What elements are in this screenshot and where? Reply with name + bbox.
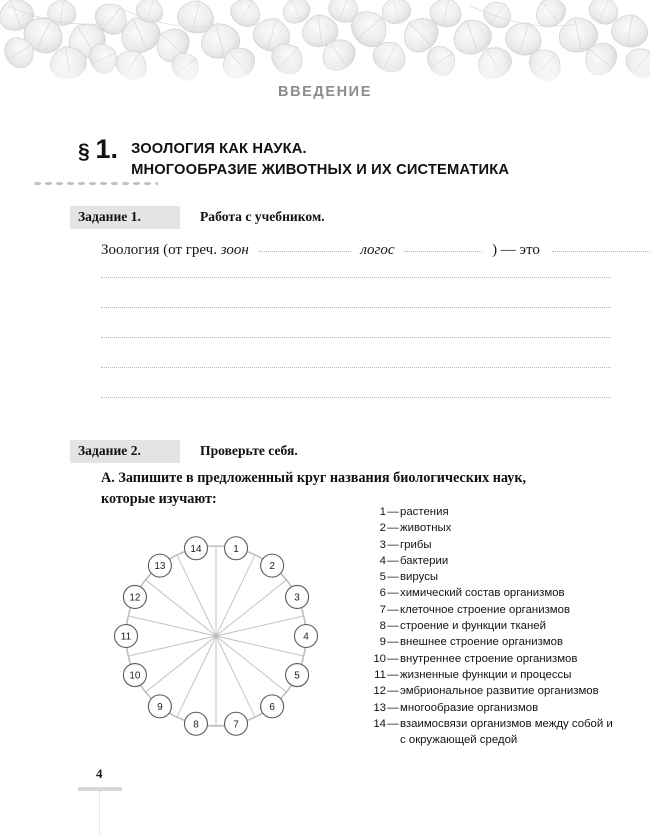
task-1-answer-line[interactable] — [101, 277, 611, 278]
wheel-sector-badge-label: 14 — [190, 543, 202, 555]
legend-item — [366, 520, 616, 536]
legend-item — [366, 602, 616, 618]
legend-item-dash: — — [387, 652, 399, 665]
section-label: ВВЕДЕНИЕ — [278, 84, 372, 100]
legend-item — [366, 585, 616, 601]
wheel-sector-badge-label: 10 — [129, 670, 141, 682]
wheel-sector-badge-label: 13 — [154, 561, 166, 573]
legend-item-text: растения — [400, 506, 449, 518]
wheel-sector-badge[interactable] — [123, 585, 146, 608]
legend-item-dash: — — [387, 538, 399, 551]
wheel-sector-badge-label: 6 — [269, 701, 275, 713]
legend-item-dash: — — [387, 701, 399, 714]
task-2-chip: Задание 2. — [70, 440, 180, 463]
legend-item-dash: — — [387, 685, 399, 698]
task-1-greek-word-1: зоон — [220, 242, 249, 258]
paragraph-title — [131, 134, 509, 181]
legend-item-text: внутреннее строение организмов — [400, 652, 578, 665]
legend-item-dash: — — [387, 587, 399, 600]
legend-item-number: 12 — [373, 685, 386, 698]
legend-item-text: жизненные функции и процессы — [400, 668, 572, 681]
legend-item-text: бактерии — [400, 554, 449, 567]
legend-item-text: клеточное строение организмов — [400, 603, 571, 616]
legend-item — [366, 618, 616, 634]
task-1-answer-line[interactable] — [101, 307, 611, 308]
paragraph-sign-glyph: § — [78, 140, 90, 163]
wheel-sector-badge[interactable] — [184, 712, 207, 735]
footer-tick-line — [99, 791, 100, 835]
task-1-answer-line[interactable] — [101, 367, 611, 368]
wheel-sector-badge[interactable] — [286, 585, 309, 608]
legend-item-text: эмбриональное развитие организмов — [400, 685, 599, 698]
task-1-answer-line[interactable] — [101, 337, 611, 338]
wheel-sector-badge-label: 4 — [303, 631, 309, 643]
legend-item-number: 14 — [373, 717, 386, 730]
wheel-sector-badge[interactable] — [184, 537, 207, 560]
task-1-inline-blank-1[interactable] — [259, 240, 351, 252]
legend-item-dash: — — [387, 636, 399, 649]
legend-item-text: химический состав организмов — [400, 587, 565, 600]
task-1-sentence-part-1: Зоология (от греч. — [101, 242, 217, 258]
page-number: 4 — [96, 766, 103, 781]
task-1-greek-word-2: логос — [360, 242, 395, 258]
legend-item-number: 8 — [379, 620, 386, 633]
wheel-sector-badge[interactable] — [225, 537, 248, 560]
task-2-name: Проверьте себя. — [200, 443, 298, 458]
wheel-sector-badge[interactable] — [261, 695, 284, 718]
legend-item-text: внешнее строение организмов — [400, 636, 564, 649]
legend-item-dash: — — [387, 668, 399, 681]
legend-item-number: 9 — [379, 636, 386, 649]
legend-item-dash: — — [387, 620, 399, 633]
legend-item-number: 1 — [379, 506, 386, 518]
legend-item — [366, 537, 616, 553]
legend-item — [366, 569, 616, 585]
leaf-decoration-banner — [0, 0, 650, 86]
wheel-sector-badge[interactable] — [123, 664, 146, 687]
footer-bar — [78, 787, 122, 791]
legend-item — [366, 651, 616, 667]
paragraph-heading — [78, 134, 618, 181]
task-1-inline-blank-2[interactable] — [404, 240, 482, 252]
task-2-prompt — [101, 468, 601, 509]
legend-item — [366, 683, 616, 699]
legend-item-number: 3 — [379, 538, 386, 551]
legend-item-text: животных — [400, 522, 452, 535]
decorative-dot-rule — [32, 181, 158, 186]
legend-item — [366, 700, 616, 716]
wheel-sector-badge-label: 1 — [233, 543, 239, 555]
legend-item-number: 5 — [379, 571, 386, 584]
legend-item-dash: — — [387, 571, 399, 584]
wheel-legend-list — [366, 504, 616, 748]
task-2-header — [70, 440, 298, 463]
biology-sciences-wheel[interactable] — [110, 530, 322, 742]
legend-item — [366, 504, 616, 520]
wheel-sector-badge-label: 11 — [120, 631, 132, 643]
task-1-sentence — [101, 240, 601, 258]
wheel-sector-badge[interactable] — [115, 625, 138, 648]
wheel-sector-badge[interactable] — [148, 695, 171, 718]
legend-item — [366, 667, 616, 683]
wheel-sector-badge[interactable] — [286, 664, 309, 687]
wheel-sector-badge-label: 3 — [294, 592, 300, 604]
task-2-prompt-line-1: А. Запишите в предложенный круг названия биологических наук, — [101, 470, 527, 486]
legend-item-number: 7 — [379, 603, 386, 616]
legend-item-text: грибы — [400, 538, 432, 551]
wheel-sector-badge-label: 5 — [294, 670, 300, 682]
legend-item-number: 11 — [374, 668, 386, 681]
task-1-chip: Задание 1. — [70, 206, 180, 229]
paragraph-title-line-1: ЗООЛОГИЯ КАК НАУКА. — [131, 141, 307, 157]
wheel-sector-badge[interactable] — [225, 712, 248, 735]
legend-item-dash: — — [387, 506, 399, 518]
paragraph-title-line-2: МНОГООБРАЗИЕ ЖИВОТНЫХ И ИХ СИСТЕМАТИКА — [131, 161, 510, 178]
legend-item — [366, 634, 616, 650]
wheel-sector-badge[interactable] — [261, 554, 284, 577]
legend-item-number: 13 — [373, 701, 386, 714]
legend-item-number: 4 — [379, 554, 386, 567]
task-1-name: Работа с учебником. — [200, 209, 325, 224]
wheel-sector-badge[interactable] — [295, 625, 318, 648]
legend-item — [366, 716, 616, 749]
task-2-prompt-line-2: которые изучают: — [101, 490, 217, 507]
legend-item-text: строение и функции тканей — [400, 620, 546, 633]
task-1-answer-line[interactable] — [101, 397, 611, 398]
legend-item-number: 10 — [373, 652, 386, 665]
legend-item-text: многообразие организмов — [400, 701, 539, 714]
wheel-sector-badge[interactable] — [148, 554, 171, 577]
legend-item-text: взаимосвязи организмов между собой и с окружающей средой — [400, 717, 613, 747]
task-1-sentence-part-2: ) — это — [492, 242, 540, 258]
wheel-sector-badge-label: 7 — [233, 719, 239, 731]
paragraph-sign — [78, 134, 118, 163]
legend-item — [366, 553, 616, 569]
legend-item-dash: — — [387, 717, 399, 730]
task-1-header — [70, 206, 325, 229]
wheel-sector-badge-label: 8 — [193, 719, 199, 731]
legend-item-number: 2 — [379, 522, 386, 535]
wheel-sector-badge-label: 12 — [129, 592, 141, 604]
task-1-inline-blank-3[interactable] — [552, 240, 650, 252]
legend-item-text: вирусы — [400, 571, 439, 584]
legend-item-dash: — — [387, 554, 399, 567]
legend-item-dash: — — [387, 522, 399, 535]
wheel-sector-badge-label: 9 — [157, 701, 163, 713]
wheel-sector-badge-label: 2 — [269, 561, 275, 573]
paragraph-number: 1. — [95, 134, 119, 164]
legend-item-number: 6 — [379, 587, 386, 600]
legend-item-dash: — — [387, 603, 399, 616]
